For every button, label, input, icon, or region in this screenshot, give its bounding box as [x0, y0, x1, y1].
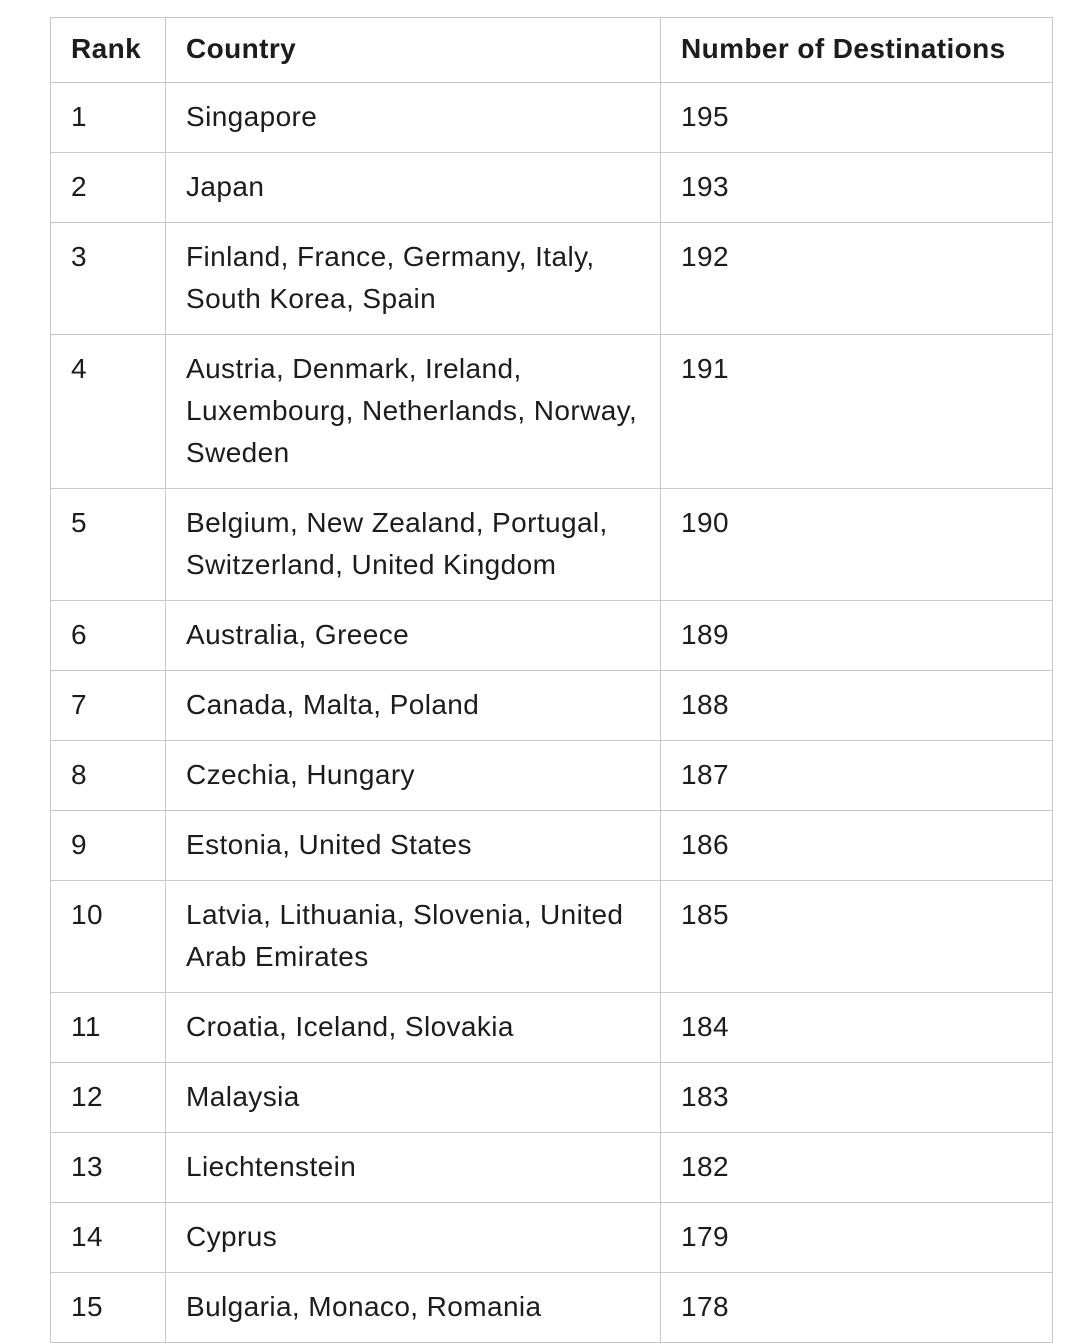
country-cell: Japan: [166, 153, 661, 223]
table-row: [51, 1063, 1053, 1133]
country-cell: Singapore: [166, 83, 661, 153]
country-cell: Cyprus: [166, 1203, 661, 1273]
country-cell: Bulgaria, Monaco, Romania: [166, 1273, 661, 1343]
rank-cell: 15: [51, 1273, 166, 1343]
header-destinations: Number of Destinations: [661, 18, 1053, 83]
table-row: [51, 83, 1053, 153]
rank-cell: 12: [51, 1063, 166, 1133]
country-cell: Liechtenstein: [166, 1133, 661, 1203]
country-cell: Latvia, Lithuania, Slovenia, United Arab Emirates: [166, 881, 661, 993]
destinations-cell: 193: [661, 153, 1053, 223]
table-body: [51, 83, 1053, 1343]
destinations-cell: 179: [661, 1203, 1053, 1273]
table-row: [51, 811, 1053, 881]
table-row: [51, 335, 1053, 489]
country-cell: Croatia, Iceland, Slovakia: [166, 993, 661, 1063]
rank-cell: 14: [51, 1203, 166, 1273]
rank-cell: 6: [51, 601, 166, 671]
rank-cell: 8: [51, 741, 166, 811]
table-row: [51, 153, 1053, 223]
passport-ranking-table: [50, 17, 1053, 1343]
header-row: [51, 18, 1053, 83]
destinations-cell: 185: [661, 881, 1053, 993]
rank-cell: 9: [51, 811, 166, 881]
destinations-cell: 192: [661, 223, 1053, 335]
country-cell: Czechia, Hungary: [166, 741, 661, 811]
table-row: [51, 741, 1053, 811]
rank-cell: 13: [51, 1133, 166, 1203]
table-row: [51, 993, 1053, 1063]
country-cell: Canada, Malta, Poland: [166, 671, 661, 741]
header-rank: Rank: [51, 18, 166, 83]
rank-cell: 11: [51, 993, 166, 1063]
destinations-cell: 183: [661, 1063, 1053, 1133]
rank-cell: 7: [51, 671, 166, 741]
country-cell: Austria, Denmark, Ireland, Luxembourg, Netherlands, Norway, Sweden: [166, 335, 661, 489]
destinations-cell: 191: [661, 335, 1053, 489]
rank-cell: 2: [51, 153, 166, 223]
destinations-cell: 184: [661, 993, 1053, 1063]
destinations-cell: 186: [661, 811, 1053, 881]
rank-cell: 10: [51, 881, 166, 993]
table-row: [51, 1203, 1053, 1273]
destinations-cell: 195: [661, 83, 1053, 153]
rank-cell: 5: [51, 489, 166, 601]
table-row: [51, 881, 1053, 993]
rank-cell: 1: [51, 83, 166, 153]
country-cell: Estonia, United States: [166, 811, 661, 881]
country-cell: Finland, France, Germany, Italy, South Korea, Spain: [166, 223, 661, 335]
country-cell: Belgium, New Zealand, Portugal, Switzerland, United Kingdom: [166, 489, 661, 601]
destinations-cell: 190: [661, 489, 1053, 601]
table-row: [51, 601, 1053, 671]
destinations-cell: 187: [661, 741, 1053, 811]
country-cell: Malaysia: [166, 1063, 661, 1133]
destinations-cell: 178: [661, 1273, 1053, 1343]
table-row: [51, 1133, 1053, 1203]
rank-cell: 4: [51, 335, 166, 489]
table-header: [51, 18, 1053, 83]
rank-cell: 3: [51, 223, 166, 335]
table-row: [51, 671, 1053, 741]
destinations-cell: 189: [661, 601, 1053, 671]
destinations-cell: 188: [661, 671, 1053, 741]
destinations-cell: 182: [661, 1133, 1053, 1203]
header-country: Country: [166, 18, 661, 83]
table-row: [51, 1273, 1053, 1343]
table-row: [51, 489, 1053, 601]
country-cell: Australia, Greece: [166, 601, 661, 671]
table-row: [51, 223, 1053, 335]
